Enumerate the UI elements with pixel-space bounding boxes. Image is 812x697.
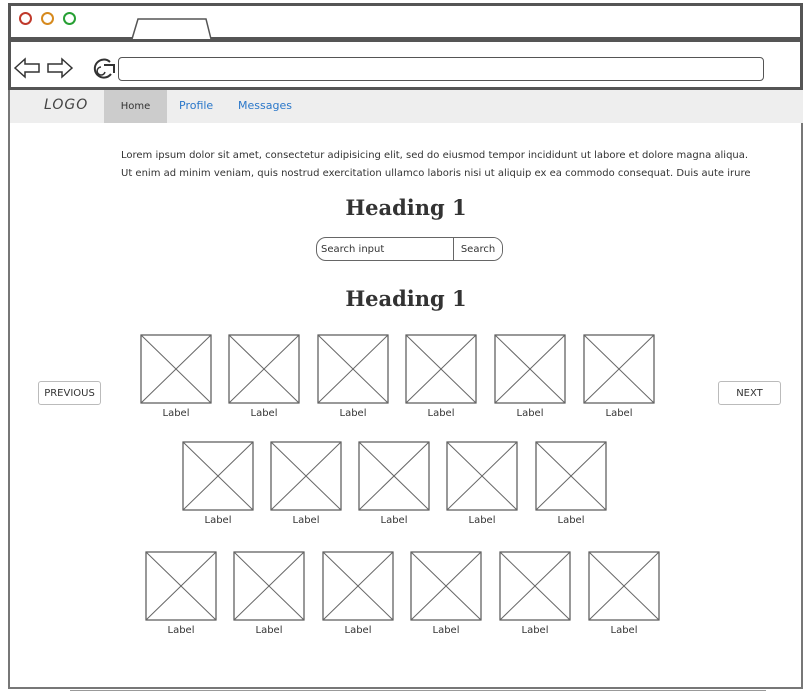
gallery-item[interactable] (499, 551, 571, 636)
gallery-item[interactable] (588, 551, 660, 636)
gallery-item[interactable] (535, 441, 607, 526)
gallery-item[interactable] (140, 334, 212, 419)
gallery-item[interactable] (182, 441, 254, 526)
image-placeholder-icon (233, 551, 305, 621)
gallery-item-label: Label (162, 408, 190, 419)
previous-button[interactable]: PREVIOUS (38, 381, 101, 405)
back-arrow-icon[interactable] (13, 56, 41, 80)
gallery-item-label: Label (516, 408, 544, 419)
search-button[interactable]: Search (454, 238, 502, 260)
browser-titlebar (8, 3, 803, 40)
gallery-item[interactable] (233, 551, 305, 636)
nav-item-profile[interactable]: Profile (179, 99, 214, 112)
image-placeholder-icon (182, 441, 254, 511)
reload-icon[interactable] (90, 56, 118, 80)
gallery-item-label: Label (468, 515, 496, 526)
forward-arrow-icon[interactable] (46, 56, 74, 80)
search-input[interactable] (317, 238, 454, 260)
gallery-item-label: Label (521, 625, 549, 636)
gallery-item[interactable] (270, 441, 342, 526)
image-placeholder-icon (410, 551, 482, 621)
gallery-item[interactable] (583, 334, 655, 419)
image-placeholder-icon (140, 334, 212, 404)
gallery-item-label: Label (344, 625, 372, 636)
gallery-item-label: Label (432, 625, 460, 636)
image-placeholder-icon (499, 551, 571, 621)
next-button[interactable]: NEXT (718, 381, 781, 405)
nav-item-messages[interactable]: Messages (238, 99, 292, 112)
gallery-item-label: Label (167, 625, 195, 636)
gallery-item[interactable] (494, 334, 566, 419)
maximize-window-icon[interactable] (63, 12, 76, 25)
gallery-item[interactable] (405, 334, 477, 419)
image-placeholder-icon (145, 551, 217, 621)
page-heading: Heading 1 (345, 195, 467, 220)
gallery-item-label: Label (427, 408, 455, 419)
image-placeholder-icon (317, 334, 389, 404)
logo[interactable]: LOGO (44, 97, 89, 113)
gallery-item-label: Label (610, 625, 638, 636)
close-window-icon[interactable] (19, 12, 32, 25)
image-placeholder-icon (494, 334, 566, 404)
gallery-item[interactable] (317, 334, 389, 419)
image-placeholder-icon (446, 441, 518, 511)
image-placeholder-icon (358, 441, 430, 511)
url-field[interactable] (118, 57, 764, 81)
gallery-item-label: Label (250, 408, 278, 419)
gallery-item[interactable] (446, 441, 518, 526)
gallery-heading: Heading 1 (345, 286, 467, 311)
gallery-item-label: Label (255, 625, 283, 636)
gallery-item-label: Label (605, 408, 633, 419)
gallery-item-label: Label (292, 515, 320, 526)
browser-tab[interactable] (130, 18, 212, 40)
image-placeholder-icon (270, 441, 342, 511)
image-placeholder-icon (322, 551, 394, 621)
bottom-divider (70, 690, 766, 691)
gallery-item-label: Label (339, 408, 367, 419)
paragraph-line: Ut enim ad minim veniam, quis nostrud exercitation ullamco laboris nisi ut aliquip ex ea commodo consequat. Duis aute irure (121, 168, 751, 179)
gallery-item[interactable] (410, 551, 482, 636)
image-placeholder-icon (588, 551, 660, 621)
gallery-item-label: Label (204, 515, 232, 526)
image-placeholder-icon (228, 334, 300, 404)
nav-item-home[interactable]: Home (104, 90, 167, 123)
search-bar (316, 237, 503, 261)
gallery-item[interactable] (322, 551, 394, 636)
minimize-window-icon[interactable] (41, 12, 54, 25)
gallery-item[interactable] (145, 551, 217, 636)
gallery-item-label: Label (557, 515, 585, 526)
gallery-item-label: Label (380, 515, 408, 526)
gallery-item[interactable] (358, 441, 430, 526)
image-placeholder-icon (583, 334, 655, 404)
paragraph-line: Lorem ipsum dolor sit amet, consectetur adipisicing elit, sed do eiusmod tempor incididunt ut labore et dolore magna aliqua. (121, 150, 749, 161)
image-placeholder-icon (535, 441, 607, 511)
intro-paragraph (121, 147, 751, 183)
gallery-item[interactable] (228, 334, 300, 419)
image-placeholder-icon (405, 334, 477, 404)
